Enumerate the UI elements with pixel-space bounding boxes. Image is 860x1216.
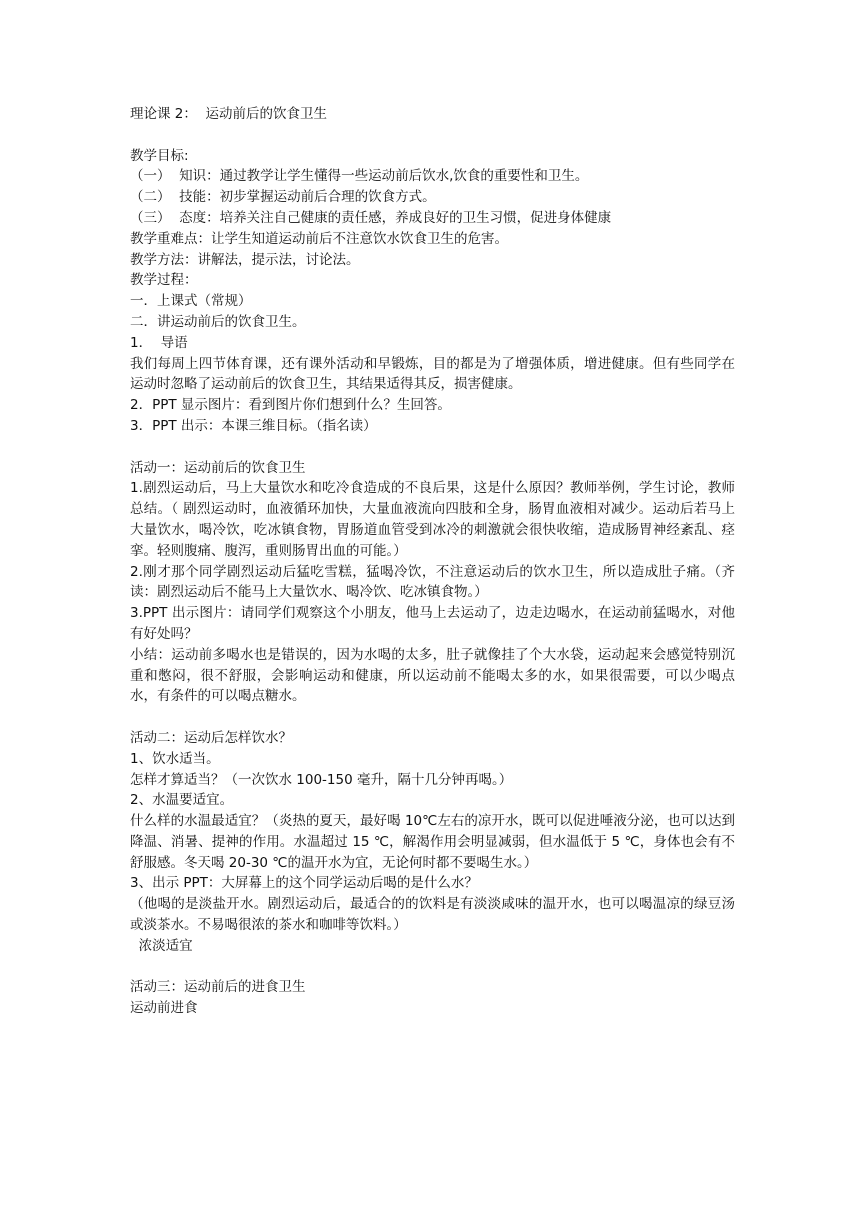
- activity-2-item-1: 1、饮水适当。: [130, 750, 220, 767]
- activity-3-heading: 活动三：运动前后的进食卫生: [130, 979, 306, 996]
- objective-knowledge: （一） 知识：通过教学让学生懂得一些运动前后饮水,饮食的重要性和卫生。: [130, 168, 589, 185]
- blank-line: [130, 437, 735, 458]
- process-step-2-2: 2．PPT 显示图片：看到图片你们想到什么？生回答。: [130, 397, 451, 414]
- blank-line: [130, 125, 735, 146]
- intro-paragraph: 我们每周上四节体育课，还有课外活动和早锻炼，目的都是为了增强体质，增进健康。但有些同学在运动时忽略了运动前后的饮食卫生，其结果适得其反，损害健康。: [130, 355, 735, 393]
- activity-2-item-3: 3、出示 PPT：大屏幕上的这个同学运动后喝的是什么水？: [130, 875, 478, 892]
- process-step-2-1: 1． 导语: [130, 334, 188, 351]
- document-page: [130, 104, 735, 1019]
- lesson-title: 理论课 2： 运动前后的饮食卫生: [130, 106, 327, 122]
- activity-1-paragraph-2: 2.刚才那个同学剧烈运动后猛吃雪糕，猛喝冷饮，不注意运动后的饮水卫生，所以造成肚子痛。（齐读：剧烈运动后不能马上大量饮水、喝冷饮、吃冰镇食物。）: [130, 563, 735, 601]
- blank-line: [130, 707, 735, 728]
- activity-2-item-2: 2、水温要适宜。: [130, 792, 234, 809]
- activity-2-answer: （他喝的是淡盐开水。剧烈运动后，最适合的的饮料是有淡淡咸味的温开水，也可以喝温凉的绿豆汤或淡茶水。不易喝很浓的茶水和咖啡等饮料。）: [130, 896, 735, 934]
- objective-skill: （二） 技能：初步掌握运动前后合理的饮食方式。: [130, 189, 436, 206]
- activity-2-note: 浓淡适宜: [130, 937, 193, 954]
- objective-attitude: （三） 态度：培养关注自己健康的责任感，养成良好的卫生习惯，促进身体健康: [130, 209, 612, 226]
- activity-3-subheading: 运动前进食: [130, 1000, 198, 1017]
- activity-2-heading: 活动二：运动后怎样饮水？: [130, 729, 292, 746]
- process-step-2: 二．讲运动前后的饮食卫生。: [130, 313, 306, 330]
- activity-1-heading: 活动一：运动前后的饮食卫生: [130, 459, 306, 476]
- activity-2-question-2: 什么样的水温最适宜？（炎热的夏天，最好喝 10℃左右的凉开水，既可以促进唾液分泌，也可以达到降温、消暑、提神的作用。水温超过 15 ℃，解渴作用会明显减弱，但水温低于 5 ℃，身体也会有不舒服感。冬天喝 20-30 ℃的温开水为宜，无论何时都不要喝生水。）: [130, 813, 735, 871]
- process-step-1: 一．上课式（常规）: [130, 293, 252, 310]
- activity-1-paragraph-3: 3.PPT 出示图片：请同学们观察这个小朋友，他马上去运动了，边走边喝水，在运动前猛喝水，对他有好处吗？: [130, 605, 735, 642]
- objectives-heading: 教学目标:: [130, 147, 189, 164]
- blank-line: [130, 957, 735, 978]
- process-step-2-3: 3．PPT 出示：本课三维目标。（指名读）: [130, 417, 377, 434]
- activity-1-summary: 小结：运动前多喝水也是错误的，因为水喝的太多，肚子就像挂了个大水袋，运动起来会感觉特别沉重和憋闷，很不舒服，会影响运动和健康，所以运动前不能喝太多的水，如果很需要，可以少喝点水，有条件的可以喝点糖水。: [130, 646, 735, 705]
- activity-1-paragraph-1: 1.剧烈运动后，马上大量饮水和吃冷食造成的不良后果，这是什么原因？教师举例，学生讨论，教师总结。（ 剧烈运动时，血液循环加快，大量血液流向四肢和全身，肠胃血液相对减少。运动后若马上大量饮水，喝冷饮，吃冰镇食物，胃肠道血管受到冰冷的刺激就会很快收缩，造成肠胃神经紊乱、痉挛。轻则腹痛、腹泻，重则肠胃出血的可能。）: [130, 480, 735, 559]
- activity-2-question-1: 怎样才算适当？（一次饮水 100-150 毫升，隔十几分钟再喝。）: [130, 771, 513, 788]
- process-heading: 教学过程：: [130, 272, 198, 289]
- key-points: 教学重难点：让学生知道运动前后不注意饮水饮食卫生的危害。: [130, 230, 508, 247]
- teaching-methods: 教学方法：讲解法，提示法，讨论法。: [130, 251, 360, 268]
